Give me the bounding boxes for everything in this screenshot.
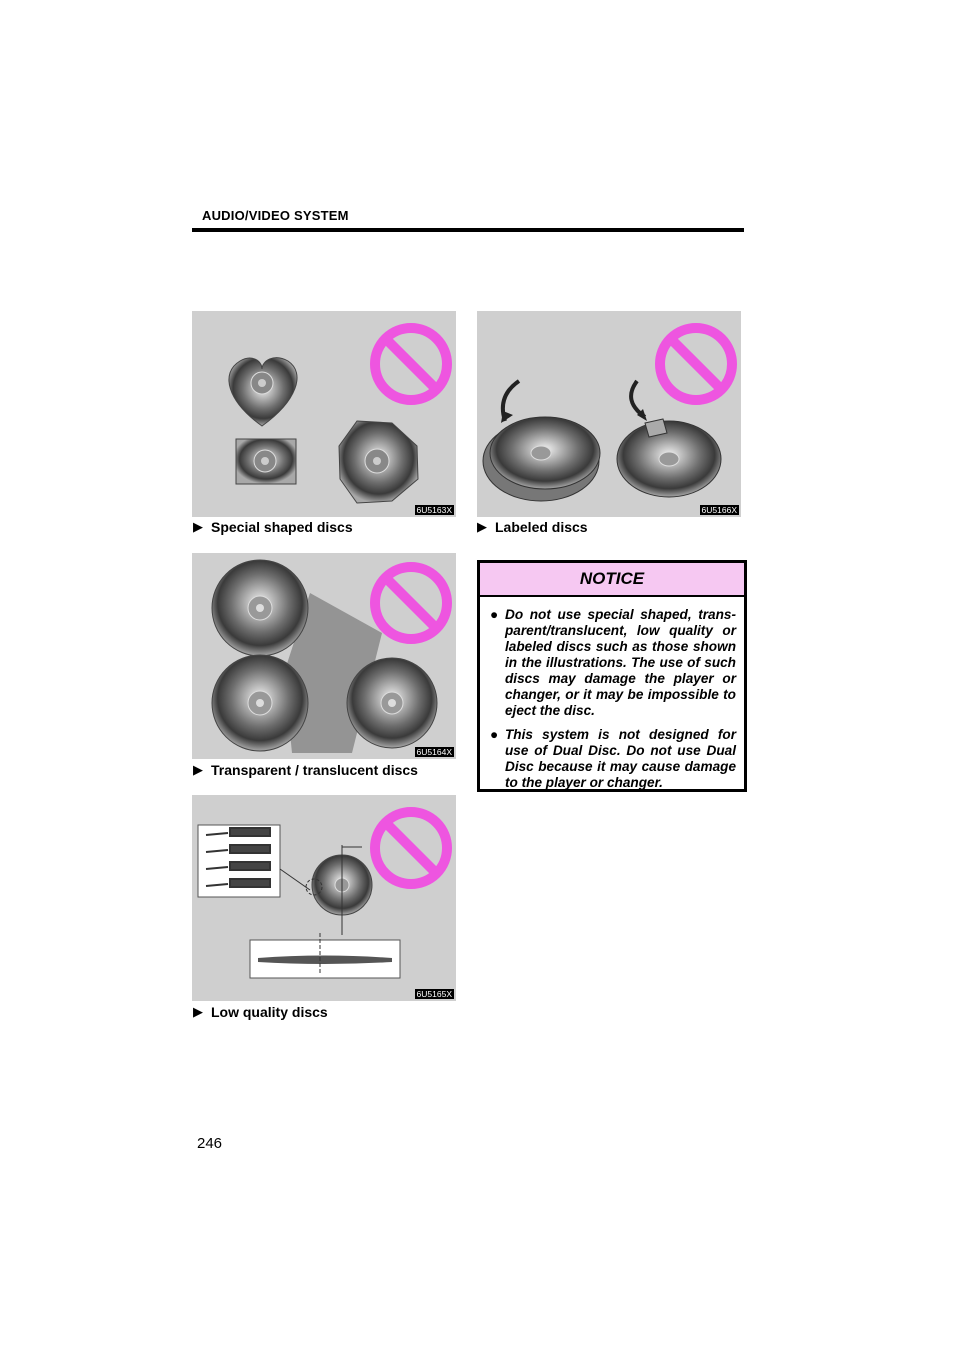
caption-arrow-icon: ▶ <box>193 519 203 534</box>
figure-labeled-discs <box>477 311 741 517</box>
caption-arrow-icon: ▶ <box>477 519 487 534</box>
notice-body <box>480 597 744 791</box>
caption-low-quality-discs <box>193 1004 328 1020</box>
notice-item <box>490 607 736 719</box>
transparent-discs-illustration <box>192 553 456 759</box>
figure-code: 6U5164X <box>416 747 452 757</box>
header-rule <box>192 228 744 232</box>
caption-text: Labeled discs <box>495 519 588 535</box>
figure-code: 6U5165X <box>416 989 452 999</box>
low-quality-discs-illustration <box>192 795 456 1001</box>
figure-special-shaped-discs <box>192 311 456 517</box>
caption-arrow-icon: ▶ <box>193 1004 203 1019</box>
notice-box <box>477 560 747 792</box>
notice-item-text: This system is not designed for use of Dual Disc. Do not use Dual Disc because it may cause damage to the player or changer. <box>505 727 736 790</box>
figure-low-quality-discs <box>192 795 456 1001</box>
caption-text: Low quality discs <box>211 1004 328 1020</box>
caption-labeled-discs <box>477 519 588 535</box>
caption-special-shaped-discs <box>193 519 353 535</box>
figure-code: 6U5166X <box>701 505 737 515</box>
caption-text: Transparent / translucent discs <box>211 762 418 778</box>
labeled-discs-illustration <box>477 311 741 517</box>
special-shaped-discs-illustration <box>192 311 456 517</box>
notice-item-text: Do not use special shaped, trans-parent/translucent, low quality or labeled discs such as those shown in the illustrations. The use of such discs may damage the player or changer, or it may be impossible to eject the disc. <box>505 607 736 718</box>
figure-transparent-discs <box>192 553 456 759</box>
page-number: 246 <box>197 1135 223 1152</box>
caption-transparent-discs <box>193 762 418 778</box>
section-title: AUDIO/VIDEO SYSTEM <box>202 208 349 223</box>
notice-title: NOTICE <box>480 563 744 597</box>
caption-text: Special shaped discs <box>211 519 353 535</box>
figure-code: 6U5163X <box>416 505 452 515</box>
bullet-icon: ● <box>490 607 499 622</box>
bullet-icon: ● <box>490 727 499 742</box>
notice-item <box>490 727 736 791</box>
caption-arrow-icon: ▶ <box>193 762 203 777</box>
